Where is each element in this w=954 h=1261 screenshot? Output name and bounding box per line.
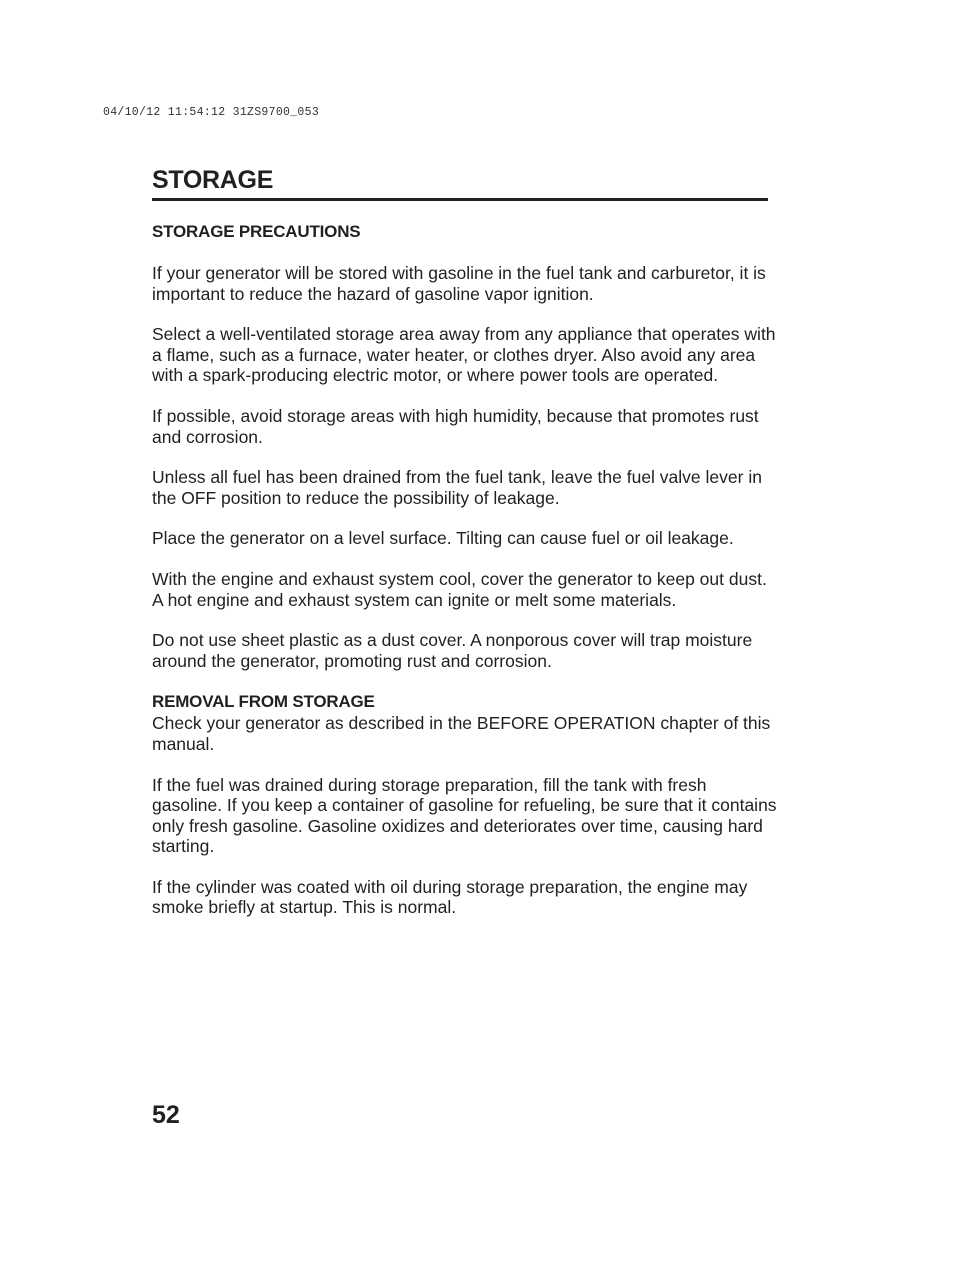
page-number: 52 [152, 1101, 180, 1129]
paragraph: With the engine and exhaust system cool, cover the generator to keep out dust. A hot engine and exhaust system can ignite or melt some materials. [152, 568, 767, 610]
section-heading-removal-from-storage: REMOVAL FROM STORAGE [152, 692, 375, 712]
section-heading-storage-precautions: STORAGE PRECAUTIONS [152, 222, 361, 241]
title-divider [152, 198, 768, 201]
paragraph: Unless all fuel has been drained from the fuel tank, leave the fuel valve lever in the OFF position to reduce the possibility of leakage. [152, 467, 762, 508]
paragraph: If your generator will be stored with gasoline in the fuel tank and carburetor, it is important to reduce the hazard of gasoline vapor ignition. [152, 263, 766, 304]
paragraph: If possible, avoid storage areas with high humidity, because that promotes rust and corrosion. [152, 405, 759, 447]
print-timestamp: 04/10/12 11:54:12 31ZS9700_053 [103, 106, 320, 119]
paragraph: If the fuel was drained during storage preparation, fill the tank with fresh gasoline. If you keep a container of gasoline for refueling, be sure that it contains only fresh gasoline. Gasoline oxidizes and deteriorates over time, causing hard starting. [152, 774, 777, 857]
paragraph: Place the generator on a level surface. Tilting can cause fuel or oil leakage. [152, 528, 734, 549]
page-content [152, 221, 777, 918]
paragraph: Select a well-ventilated storage area away from any appliance that operates with a flame, such as a furnace, water heater, or clothes dryer. Also avoid any area with a spark-producing electric motor, or where power tools are operated. [152, 324, 776, 386]
paragraph: Do not use sheet plastic as a dust cover. A nonporous cover will trap moisture around the generator, promoting rust and corrosion. [152, 630, 753, 671]
paragraph: Check your generator as described in the BEFORE OPERATION chapter of this manual. [152, 713, 771, 754]
paragraph: If the cylinder was coated with oil during storage preparation, the engine may smoke briefly at startup. This is normal. [152, 876, 748, 918]
page-title: STORAGE [152, 166, 274, 194]
